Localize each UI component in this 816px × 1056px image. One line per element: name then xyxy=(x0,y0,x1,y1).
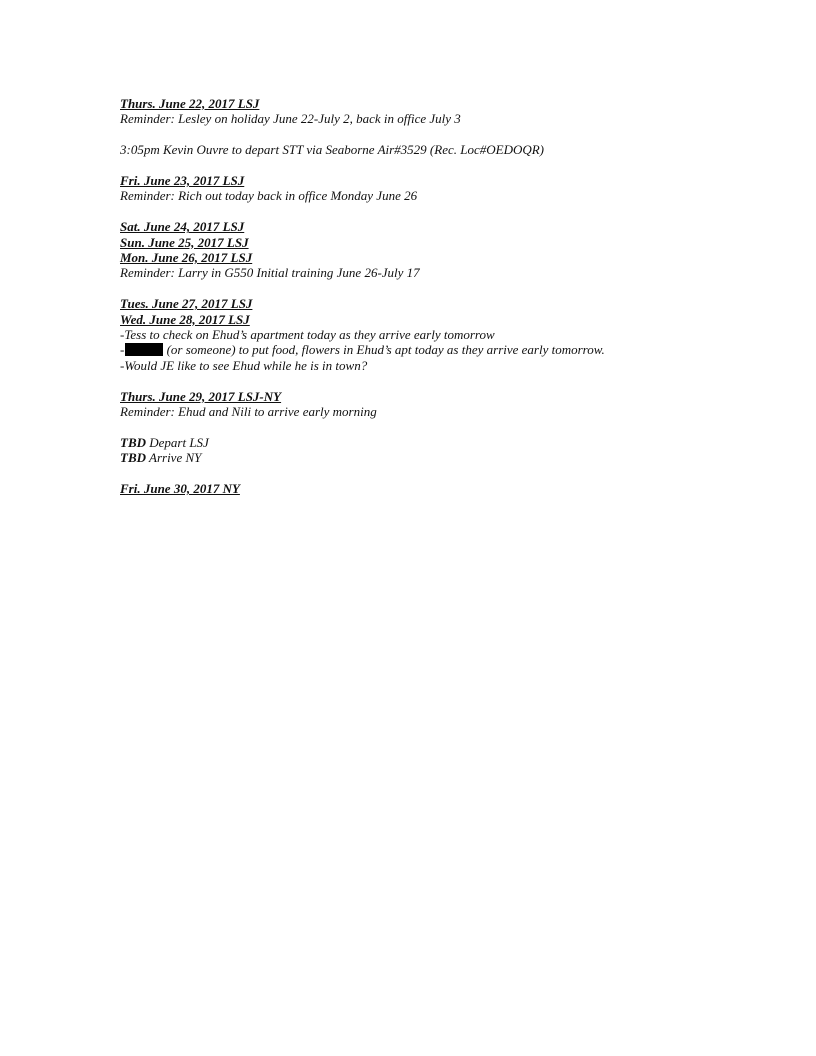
reminder-lesley: Reminder: Lesley on holiday June 22-July 2, back in office July 3 xyxy=(120,111,461,127)
spacer xyxy=(120,204,740,219)
spacer xyxy=(120,373,740,388)
tbd-depart xyxy=(120,435,740,450)
spacer xyxy=(120,158,740,173)
tbd-depart-text: Depart LSJ xyxy=(146,434,209,450)
task-tess-apartment: -Tess to check on Ehud’s apartment today as they arrive early tomorrow xyxy=(120,327,495,343)
reminder-ehud-nili: Reminder: Ehud and Nili to arrive early morning xyxy=(120,404,377,420)
date-heading-jun27: Tues. June 27, 2017 LSJ xyxy=(120,296,253,312)
flight-note-kevin: 3:05pm Kevin Ouvre to depart STT via Seaborne Air#3529 (Rec. Loc#OEDOQR) xyxy=(120,142,545,158)
spacer xyxy=(120,127,740,142)
tbd-arrive-text: Arrive NY xyxy=(146,450,202,466)
reminder-rich: Reminder: Rich out today back in office Monday June 26 xyxy=(120,188,418,204)
itinerary-page xyxy=(120,96,740,496)
date-heading-jun24: Sat. June 24, 2017 LSJ xyxy=(120,219,245,235)
date-heading-jun25: Sun. June 25, 2017 LSJ xyxy=(120,234,249,250)
date-heading-jun29: Thurs. June 29, 2017 LSJ-NY xyxy=(120,388,282,404)
reminder-larry: Reminder: Larry in G550 Initial training June 26-July 17 xyxy=(120,265,420,281)
task-dash: - xyxy=(120,342,125,358)
spacer xyxy=(120,466,740,481)
task-food-flowers-text: (or someone) to put food, flowers in Ehud’s apt today as they arrive early tomorrow. xyxy=(163,342,605,358)
tbd-label: TBD xyxy=(120,450,146,466)
date-heading-jun22: Thurs. June 22, 2017 LSJ xyxy=(120,96,260,111)
question-je-see-ehud: -Would JE like to see Ehud while he is in town? xyxy=(120,357,368,373)
date-heading-jun23: Fri. June 23, 2017 LSJ xyxy=(120,173,245,188)
date-heading-jun28: Wed. June 28, 2017 LSJ xyxy=(120,311,250,327)
spacer xyxy=(120,419,740,434)
redaction-block xyxy=(125,343,163,356)
tbd-arrive xyxy=(120,450,740,465)
date-heading-jun26: Mon. June 26, 2017 LSJ xyxy=(120,250,253,266)
date-heading-jun30: Fri. June 30, 2017 NY xyxy=(120,481,240,497)
task-food-flowers xyxy=(120,342,740,357)
spacer xyxy=(120,281,740,296)
tbd-label: TBD xyxy=(120,434,146,450)
